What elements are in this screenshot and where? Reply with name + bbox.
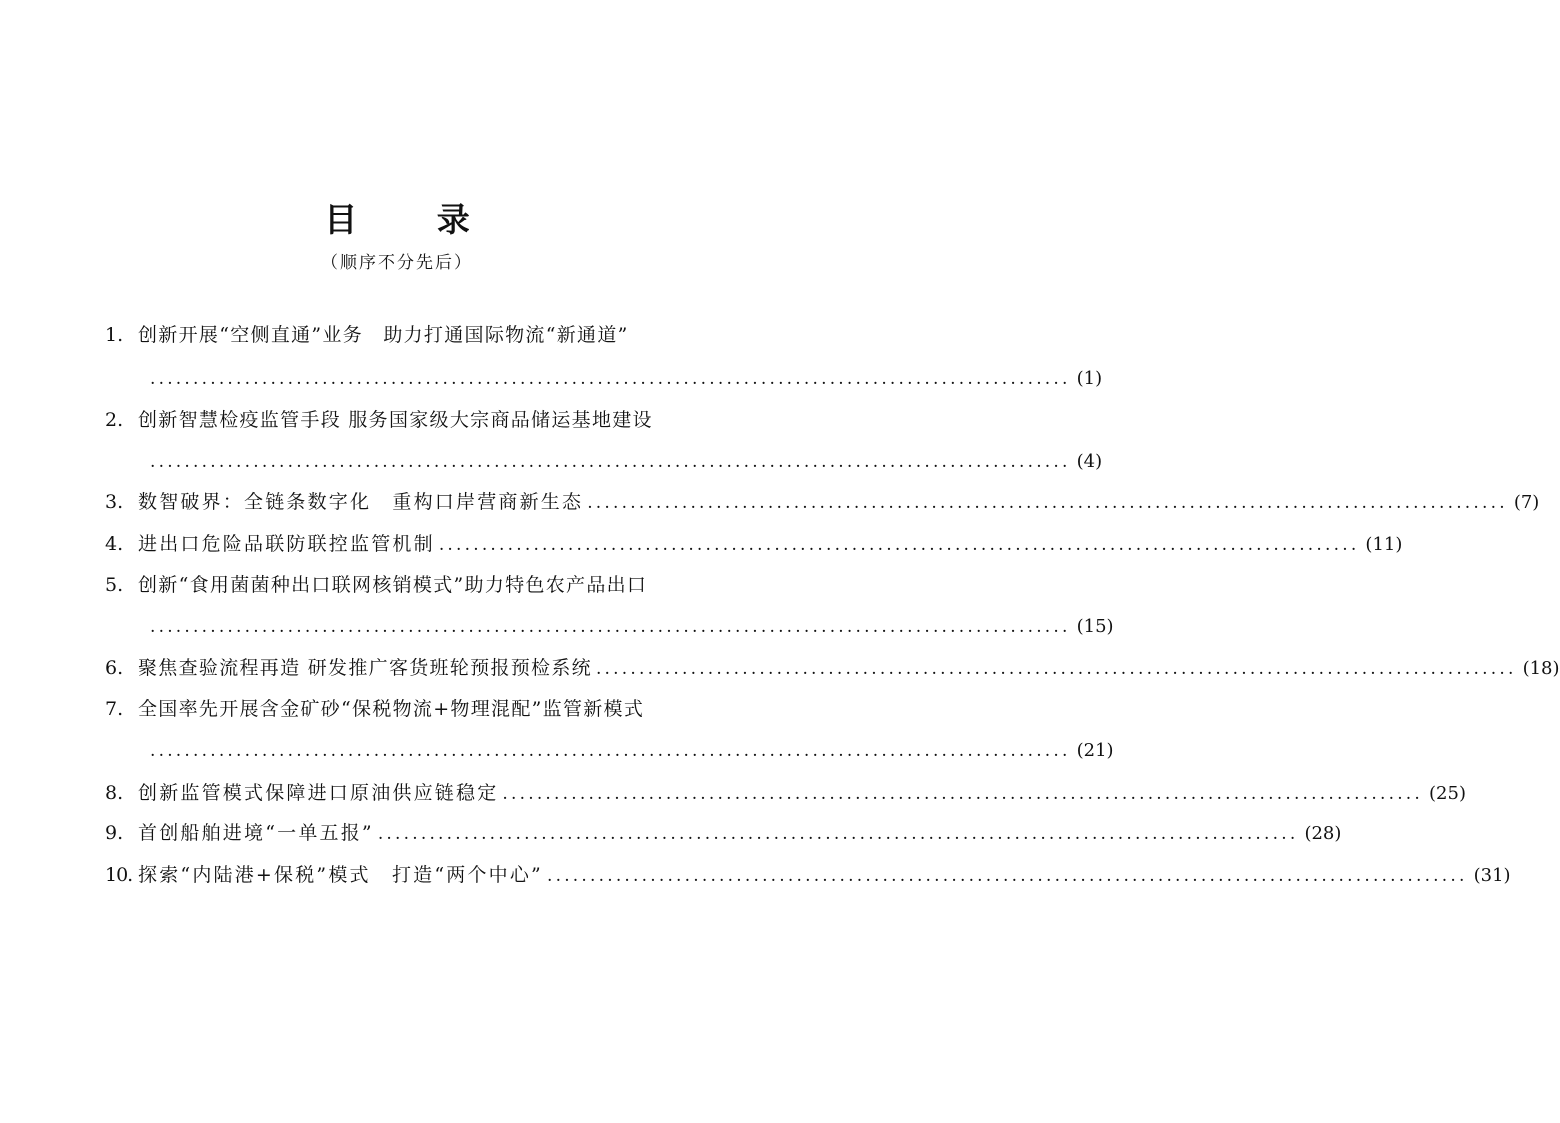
toc-entry-4[interactable] (105, 529, 1403, 559)
toc-entry-title: 数智破界：全链条数字化 重构口岸营商新生态 (138, 491, 584, 513)
dot-leader: ........................................................................................................... (377, 824, 1299, 844)
toc-entry-number: 4. (105, 533, 124, 555)
dot-leader: ........................................................................................................... (150, 741, 1071, 761)
page-title: 目 录 (324, 200, 504, 239)
toc-entry-7-leader[interactable] (146, 736, 1114, 766)
toc-entry-page: (1) (1076, 368, 1103, 389)
toc-entry-page: (25) (1429, 783, 1466, 804)
toc-entry-page: (7) (1513, 492, 1540, 513)
dot-leader: ........................................................................................................... (150, 452, 1071, 472)
toc-entry-number: 9. (105, 822, 124, 844)
toc-entry-1-leader[interactable] (146, 364, 1103, 394)
toc-entry-page: (4) (1076, 451, 1103, 472)
toc-entry-page: (15) (1076, 616, 1114, 637)
toc-entry-number: 5. (105, 574, 124, 596)
toc-entry-title: 探索“内陆港+保税”模式 打造“两个中心” (138, 864, 543, 886)
toc-entry-10[interactable] (105, 860, 1511, 890)
toc-entry-3[interactable] (105, 487, 1540, 517)
toc-entry-page: (21) (1076, 740, 1114, 761)
toc-entry-title: 进出口危险品联防联控监管机制 (138, 533, 435, 555)
toc-entry-6[interactable] (105, 653, 1560, 683)
toc-entry-5[interactable] (105, 570, 694, 600)
toc-entry-2[interactable] (105, 405, 694, 435)
toc-entry-number: 8. (105, 782, 124, 804)
toc-entry-title: 创新开展“空侧直通”业务 助力打通国际物流“新通道” (138, 324, 629, 346)
dot-leader: ........................................................................................................... (595, 659, 1517, 679)
toc-entry-7[interactable] (105, 694, 694, 724)
toc-entry-page: (18) (1522, 658, 1560, 679)
toc-entry-number: 7. (105, 698, 124, 720)
toc-entry-title: 全国率先开展含金矿砂“保税物流+物理混配”监管新模式 (138, 698, 645, 720)
dot-leader: ........................................................................................................... (546, 866, 1468, 886)
toc-entry-title: 创新“食用菌菌种出口联网核销模式”助力特色农产品出口 (138, 574, 648, 596)
toc-entry-number: 6. (105, 657, 124, 679)
dot-leader: ........................................................................................................... (150, 617, 1071, 637)
dot-leader: ........................................................................................................... (150, 369, 1071, 389)
toc-entry-title: 聚焦查验流程再造 研发推广客货班轮预报预检系统 (138, 657, 592, 679)
toc-entry-5-leader[interactable] (146, 612, 1114, 642)
toc-entry-number: 10. (105, 864, 133, 886)
toc-entry-page: (31) (1473, 865, 1511, 886)
toc-entry-number: 3. (105, 491, 124, 513)
toc-entry-8[interactable] (105, 778, 1466, 808)
toc-entry-page: (28) (1304, 823, 1342, 844)
toc-entry-title: 创新监管模式保障进口原油供应链稳定 (138, 782, 499, 804)
dot-leader: ........................................................................................................... (438, 535, 1360, 555)
page-subtitle: （顺序不分先后） (321, 253, 473, 273)
toc-entry-number: 2. (105, 409, 124, 431)
dot-leader: ........................................................................................................... (502, 784, 1424, 804)
toc-entry-number: 1. (105, 324, 124, 346)
toc-entry-title: 创新智慧检疫监管手段 服务国家级大宗商品储运基地建设 (138, 409, 653, 431)
toc-entry-title: 首创船舶进境“一单五报” (138, 822, 374, 844)
toc-entry-page: (11) (1365, 534, 1403, 555)
toc-entry-1[interactable] (105, 320, 694, 350)
toc-entry-2-leader[interactable] (146, 447, 1103, 477)
toc-entry-9[interactable] (105, 818, 1342, 848)
dot-leader: ........................................................................................................... (587, 493, 1508, 513)
